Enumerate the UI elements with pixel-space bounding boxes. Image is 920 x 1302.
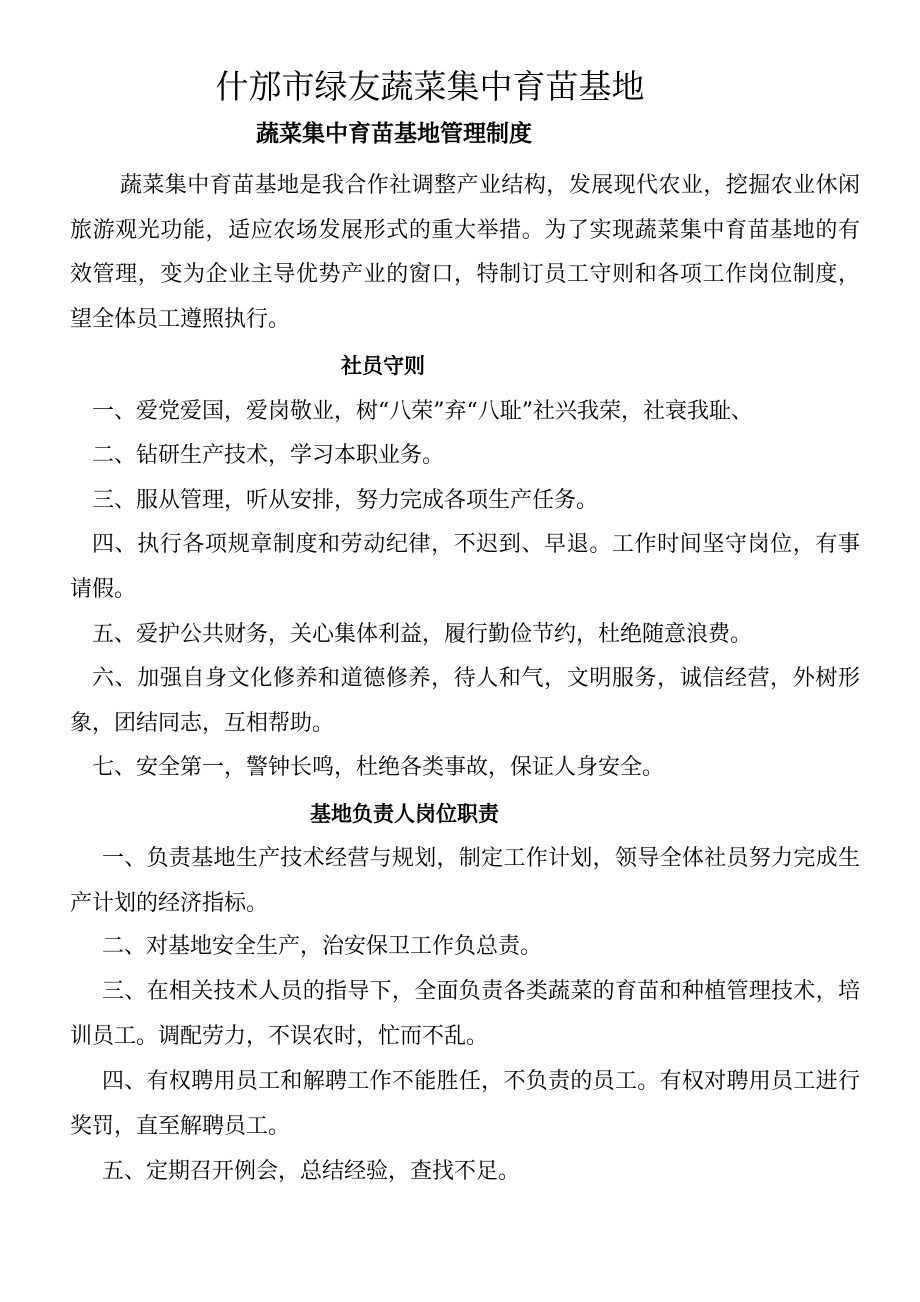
rules-item: 五、爱护公共财务，关心集体利益，履行勤俭节约，杜绝随意浪费。 <box>92 622 753 647</box>
rules-item: 七、安全第一，警钟长鸣，杜绝各类事故，保证人身安全。 <box>92 755 665 780</box>
duties-item: 三、在相关技术人员的指导下，全面负责各类蔬菜的育苗和种植管理技术，培训员工。调配劳力，不误农时，忙而不乱。 <box>70 979 860 1049</box>
duties-item: 二、对基地安全生产，治安保卫工作负总责。 <box>102 934 543 959</box>
duties-item: 一、负责基地生产技术经营与规划，制定工作计划，领导全体社员努力完成生产计划的经济指标。 <box>70 846 860 916</box>
duties-item: 四、有权聘用员工和解聘工作不能胜任，不负责的员工。有权对聘用员工进行奖罚，直至解聘员工。 <box>70 1069 860 1139</box>
document-title: 什邡市绿友蔬菜集中育苗基地 <box>215 67 645 106</box>
rules-item: 三、服从管理，听从安排，努力完成各项生产任务。 <box>92 488 599 513</box>
rules-item: 一、爱党爱国，爱岗敬业，树“八荣”弃“八耻”社兴我荣，社衰我耻、 <box>92 399 753 424</box>
duties-item: 五、定期召开例会，总结经验，查找不足。 <box>102 1159 521 1184</box>
document-subtitle: 蔬菜集中育苗基地管理制度 <box>256 121 532 147</box>
rules-item: 二、钻研生产技术，学习本职业务。 <box>92 443 445 468</box>
rules-item: 四、执行各项规章制度和劳动纪律，不迟到、早退。工作时间坚守岗位，有事请假。 <box>70 532 860 602</box>
rules-heading: 社员守则 <box>341 353 425 378</box>
duties-heading: 基地负责人岗位职责 <box>310 801 499 826</box>
intro-paragraph: 蔬菜集中育苗基地是我合作社调整产业结构，发展现代农业，挖掘农业休闲旅游观光功能，适应农场发展形式的重大举措。为了实现蔬菜集中育苗基地的有效管理，变为企业主导优势产业的窗口，特制订员工守则和各项工作岗位制度，望全体员工遵照执行。 <box>70 173 860 332</box>
rules-item: 六、加强自身文化修养和道德修养，待人和气，文明服务，诚信经营，外树形象，团结同志，互相帮助。 <box>70 666 860 736</box>
